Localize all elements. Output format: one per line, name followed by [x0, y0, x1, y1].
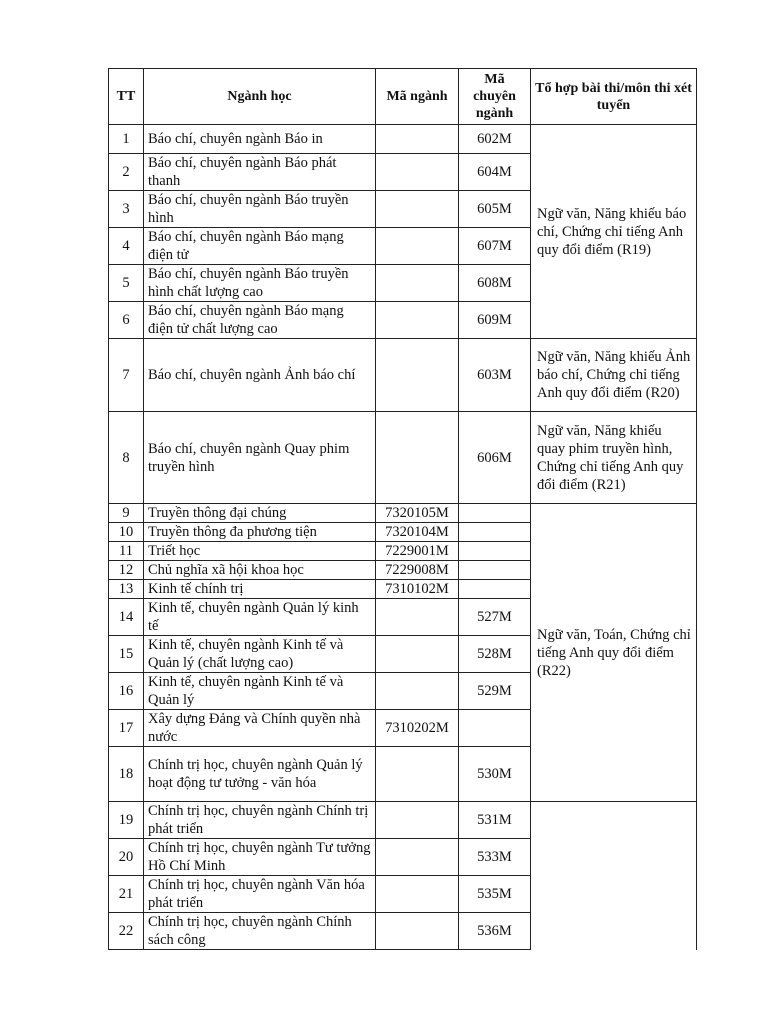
row-tt: 10	[109, 523, 144, 542]
table-row	[109, 125, 697, 154]
row-ma-nganh	[376, 125, 459, 154]
row-tt: 19	[109, 802, 144, 839]
row-name: Kinh tế, chuyên ngành Kinh tế và Quản lý (chất lượng cao)	[144, 636, 376, 673]
row-name: Chính trị học, chuyên ngành Chính trị phát triển	[144, 802, 376, 839]
row-ma-nganh	[376, 747, 459, 802]
row-tt: 14	[109, 599, 144, 636]
row-ma-nganh	[376, 265, 459, 302]
row-ma-nganh	[376, 599, 459, 636]
row-name: Báo chí, chuyên ngành Báo phát thanh	[144, 154, 376, 191]
table-row	[109, 339, 697, 412]
row-name: Báo chí, chuyên ngành Báo mạng điện tử chất lượng cao	[144, 302, 376, 339]
row-name: Chính trị học, chuyên ngành Quản lý hoạt động tư tưởng - văn hóa	[144, 747, 376, 802]
row-ma-nganh: 7310202M	[376, 710, 459, 747]
row-ma-nganh	[376, 339, 459, 412]
row-tt: 11	[109, 542, 144, 561]
row-ma-cn: 608M	[459, 265, 531, 302]
row-ma-nganh: 7320105M	[376, 504, 459, 523]
row-ma-cn	[459, 523, 531, 542]
row-ma-cn	[459, 580, 531, 599]
row-tt: 9	[109, 504, 144, 523]
row-ma-cn: 529M	[459, 673, 531, 710]
row-ma-nganh	[376, 876, 459, 913]
row-ma-nganh	[376, 191, 459, 228]
row-name: Báo chí, chuyên ngành Quay phim truyền hình	[144, 412, 376, 504]
row-tt: 3	[109, 191, 144, 228]
row-ma-cn: 606M	[459, 412, 531, 504]
row-ma-cn: 530M	[459, 747, 531, 802]
row-ma-cn: 528M	[459, 636, 531, 673]
row-ma-cn	[459, 561, 531, 580]
table-row	[109, 504, 697, 523]
row-ma-cn: 535M	[459, 876, 531, 913]
row-ma-cn: 607M	[459, 228, 531, 265]
row-ma-nganh: 7310102M	[376, 580, 459, 599]
combo-r22: Ngữ văn, Toán, Chứng chỉ tiếng Anh quy đổi điểm (R22)	[531, 504, 697, 802]
row-ma-cn: 527M	[459, 599, 531, 636]
row-tt: 13	[109, 580, 144, 599]
row-ma-cn: 605M	[459, 191, 531, 228]
row-ma-nganh: 7229008M	[376, 561, 459, 580]
header-to-hop: Tổ hợp bài thi/môn thi xét tuyển	[531, 69, 697, 125]
row-name: Chính trị học, chuyên ngành Tư tưởng Hồ Chí Minh	[144, 839, 376, 876]
row-tt: 18	[109, 747, 144, 802]
row-tt: 8	[109, 412, 144, 504]
row-ma-nganh	[376, 412, 459, 504]
row-name: Triết học	[144, 542, 376, 561]
row-name: Kinh tế, chuyên ngành Quản lý kinh tế	[144, 599, 376, 636]
row-tt: 16	[109, 673, 144, 710]
table-row	[109, 802, 697, 839]
row-ma-nganh	[376, 154, 459, 191]
header-ma-chuyen-nganh: Mã chuyên ngành	[459, 69, 531, 125]
row-tt: 2	[109, 154, 144, 191]
row-ma-cn: 602M	[459, 125, 531, 154]
row-tt: 22	[109, 913, 144, 950]
row-name: Chủ nghĩa xã hội khoa học	[144, 561, 376, 580]
row-tt: 17	[109, 710, 144, 747]
row-name: Báo chí, chuyên ngành Báo truyền hình chất lượng cao	[144, 265, 376, 302]
row-tt: 4	[109, 228, 144, 265]
row-name: Chính trị học, chuyên ngành Chính sách công	[144, 913, 376, 950]
header-nganh-hoc: Ngành học	[144, 69, 376, 125]
row-name: Báo chí, chuyên ngành Ảnh báo chí	[144, 339, 376, 412]
row-ma-cn: 603M	[459, 339, 531, 412]
row-ma-nganh	[376, 636, 459, 673]
row-tt: 12	[109, 561, 144, 580]
row-ma-cn	[459, 710, 531, 747]
row-tt: 15	[109, 636, 144, 673]
row-tt: 1	[109, 125, 144, 154]
row-name: Xây dựng Đảng và Chính quyền nhà nước	[144, 710, 376, 747]
row-ma-nganh	[376, 839, 459, 876]
row-ma-nganh	[376, 802, 459, 839]
row-ma-nganh	[376, 913, 459, 950]
row-tt: 20	[109, 839, 144, 876]
admission-table-page	[108, 68, 696, 952]
row-tt: 5	[109, 265, 144, 302]
row-name: Kinh tế chính trị	[144, 580, 376, 599]
table-header-row	[109, 69, 697, 125]
row-ma-nganh: 7320104M	[376, 523, 459, 542]
header-ma-nganh: Mã ngành	[376, 69, 459, 125]
combo-empty	[531, 802, 697, 950]
combo-r20: Ngữ văn, Năng khiếu Ảnh báo chí, Chứng chỉ tiếng Anh quy đổi điểm (R20)	[531, 339, 697, 412]
row-ma-cn	[459, 504, 531, 523]
row-ma-cn: 609M	[459, 302, 531, 339]
row-ma-nganh	[376, 302, 459, 339]
row-ma-nganh	[376, 673, 459, 710]
row-name: Báo chí, chuyên ngành Báo in	[144, 125, 376, 154]
row-ma-cn: 604M	[459, 154, 531, 191]
row-name: Truyền thông đa phương tiện	[144, 523, 376, 542]
row-name: Báo chí, chuyên ngành Báo mạng điện tử	[144, 228, 376, 265]
combo-r19: Ngữ văn, Năng khiếu báo chí, Chứng chỉ tiếng Anh quy đổi điểm (R19)	[531, 125, 697, 339]
admission-table	[108, 68, 697, 950]
combo-r21: Ngữ văn, Năng khiếu quay phim truyền hình, Chứng chỉ tiếng Anh quy đổi điểm (R21)	[531, 412, 697, 504]
row-ma-cn: 536M	[459, 913, 531, 950]
row-tt: 6	[109, 302, 144, 339]
row-tt: 7	[109, 339, 144, 412]
row-name: Báo chí, chuyên ngành Báo truyền hình	[144, 191, 376, 228]
row-ma-nganh: 7229001M	[376, 542, 459, 561]
row-ma-nganh	[376, 228, 459, 265]
row-tt: 21	[109, 876, 144, 913]
row-name: Kinh tế, chuyên ngành Kinh tế và Quản lý	[144, 673, 376, 710]
row-name: Chính trị học, chuyên ngành Văn hóa phát triển	[144, 876, 376, 913]
row-ma-cn	[459, 542, 531, 561]
row-ma-cn: 531M	[459, 802, 531, 839]
row-name: Truyền thông đại chúng	[144, 504, 376, 523]
table-row	[109, 412, 697, 504]
header-tt: TT	[109, 69, 144, 125]
row-ma-cn: 533M	[459, 839, 531, 876]
